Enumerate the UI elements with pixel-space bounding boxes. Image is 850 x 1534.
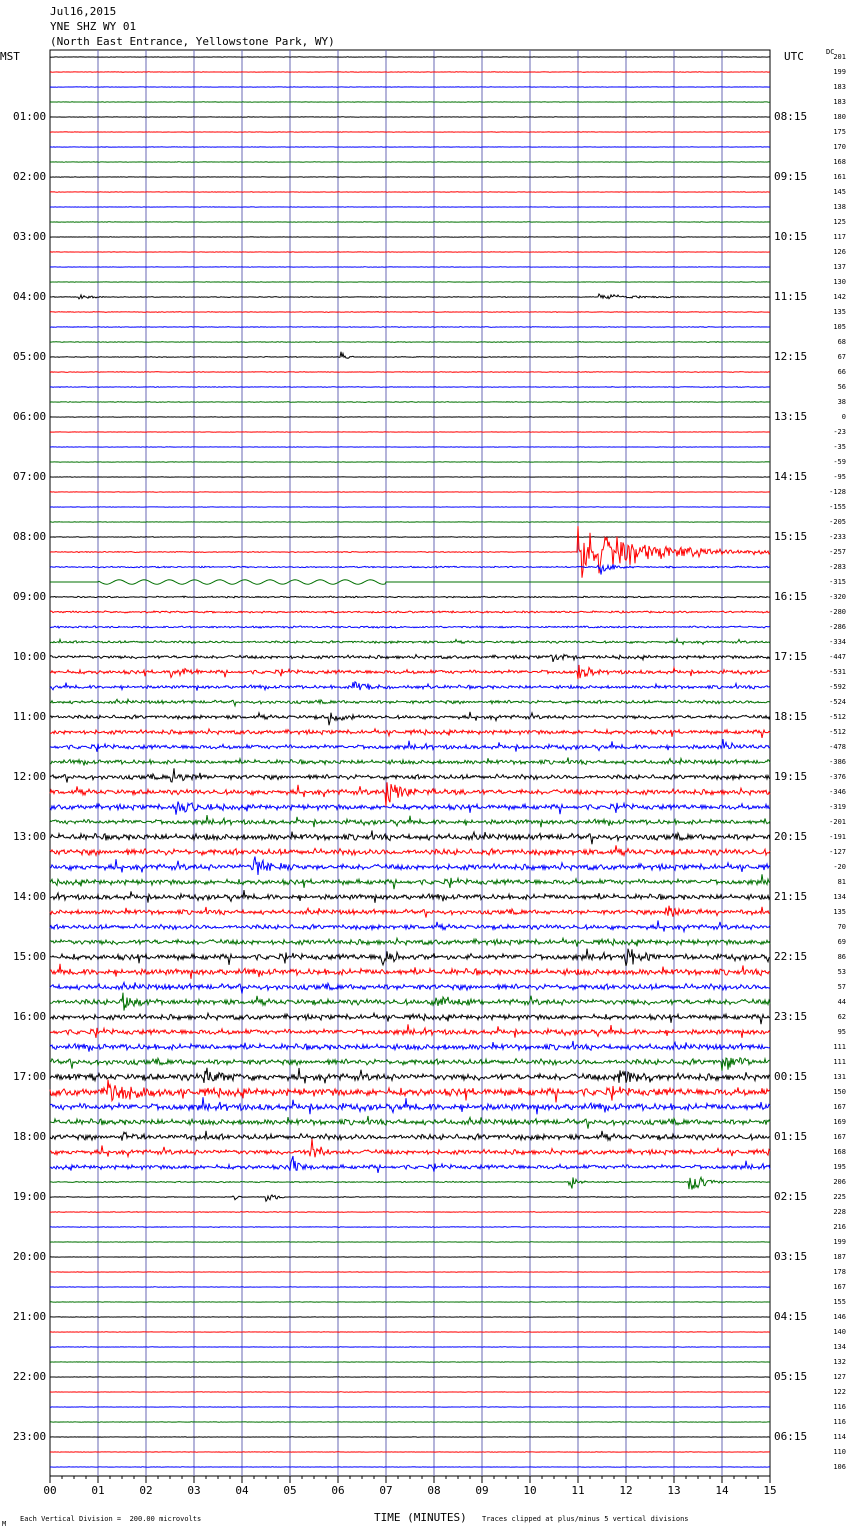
x-tick-label: 04 [235, 1484, 249, 1497]
trace-line [50, 537, 770, 538]
dc-offset-label: -128 [829, 488, 846, 496]
trace-line [50, 1177, 770, 1189]
dc-offset-label: 183 [833, 83, 846, 91]
dc-offset-label: 180 [833, 113, 846, 121]
dc-offset-label: -20 [833, 863, 846, 871]
trace-line [50, 1272, 770, 1273]
trace-line [50, 147, 770, 148]
trace-line [50, 162, 770, 163]
trace-line [50, 1317, 770, 1318]
utc-label: 03:15 [774, 1250, 808, 1263]
x-tick-label: 11 [571, 1484, 585, 1497]
trace-line [50, 402, 770, 403]
utc-label: 21:15 [774, 890, 808, 903]
utc-label: 11:15 [774, 290, 808, 303]
left-axis-title: MST [0, 50, 20, 63]
dc-offset-label: 169 [833, 1118, 846, 1126]
dc-offset-label: 161 [833, 173, 846, 181]
dc-offset-label: -376 [829, 773, 846, 781]
dc-offset-label: -524 [829, 698, 846, 706]
x-tick-label: 03 [187, 1484, 201, 1497]
utc-label: 19:15 [774, 770, 808, 783]
trace-line [50, 1058, 770, 1071]
trace-line [50, 432, 770, 433]
trace-line [50, 252, 770, 253]
mst-label: 21:00 [13, 1310, 47, 1323]
utc-label: 17:15 [774, 650, 808, 663]
dc-offset-label: -512 [829, 713, 846, 721]
utc-label: 13:15 [774, 410, 808, 423]
dc-offset-label: 68 [837, 338, 846, 346]
trace-line [50, 57, 770, 58]
trace-line [50, 1131, 770, 1141]
dc-offset-label: 183 [833, 98, 846, 106]
trace-line [50, 312, 770, 313]
mst-label: 09:00 [13, 590, 47, 603]
dc-offset-label: -280 [829, 608, 846, 616]
clip-note: Traces clipped at plus/minus 5 vertical divisions [482, 1515, 689, 1523]
utc-label: 16:15 [774, 590, 808, 603]
mst-label: 02:00 [13, 170, 47, 183]
dc-offset-label: -447 [829, 653, 846, 661]
dc-offset-label: -320 [829, 593, 846, 601]
utc-label: 06:15 [774, 1430, 808, 1443]
trace-line [50, 938, 770, 946]
dc-title: DC [826, 48, 835, 56]
trace-line [50, 207, 770, 208]
dc-offset-label: -35 [833, 443, 846, 451]
dc-offset-label: 150 [833, 1088, 846, 1096]
mst-label: 18:00 [13, 1130, 47, 1143]
mst-label: 13:00 [13, 830, 47, 843]
utc-label: 01:15 [774, 1130, 808, 1143]
x-axis [43, 1476, 776, 1497]
trace-line [50, 132, 770, 133]
dc-offset-label: 132 [833, 1358, 846, 1366]
mst-label: 17:00 [13, 1070, 47, 1083]
trace-line [50, 1156, 770, 1173]
utc-label: 05:15 [774, 1370, 808, 1383]
dc-offset-label: 175 [833, 128, 846, 136]
utc-label: 12:15 [774, 350, 808, 363]
dc-offset-label: 117 [833, 233, 846, 241]
utc-label: 18:15 [774, 710, 808, 723]
dc-offset-label: 53 [837, 968, 846, 976]
dc-offset-label: -315 [829, 578, 846, 586]
mst-label: 07:00 [13, 470, 47, 483]
mst-label: 19:00 [13, 1190, 47, 1203]
dc-offset-label: -386 [829, 758, 846, 766]
dc-offset-label: 105 [833, 323, 846, 331]
trace-line [50, 768, 770, 782]
mst-label: 15:00 [13, 950, 47, 963]
mst-label: 01:00 [13, 110, 47, 123]
trace-line [50, 845, 770, 855]
trace-line [50, 492, 770, 493]
dc-offset-label: -512 [829, 728, 846, 736]
trace-line [50, 1362, 770, 1363]
dc-offset-label: 130 [833, 278, 846, 286]
dc-offset-label: 106 [833, 1463, 846, 1471]
trace-line [50, 949, 770, 966]
dc-offset-label: 0 [841, 413, 846, 421]
dc-offset-label: 228 [833, 1208, 846, 1216]
utc-label: 22:15 [774, 950, 808, 963]
dc-offset-label: 206 [833, 1178, 846, 1186]
trace-line [50, 1097, 770, 1114]
trace-line [50, 342, 770, 343]
dc-offset-label: 110 [833, 1448, 846, 1456]
trace-line [50, 294, 770, 299]
dc-offset-label: 116 [833, 1418, 846, 1426]
dc-offset-label: 135 [833, 908, 846, 916]
dc-offset-label: 140 [833, 1328, 846, 1336]
mst-label: 11:00 [13, 710, 47, 723]
utc-label: 08:15 [774, 110, 808, 123]
dc-offset-label: 86 [837, 953, 846, 961]
dc-offset-label: 127 [833, 1373, 846, 1381]
x-tick-label: 01 [91, 1484, 105, 1497]
trace-line [50, 1080, 770, 1103]
trace-line [50, 1227, 770, 1228]
dc-offset-label: 135 [833, 308, 846, 316]
trace-line [50, 782, 770, 807]
trace-line [50, 1392, 770, 1393]
trace-line [50, 890, 770, 903]
dc-offset-label: -334 [829, 638, 846, 646]
dc-offset-label: -257 [829, 548, 846, 556]
dc-offset-label: -592 [829, 683, 846, 691]
utc-label: 00:15 [774, 1070, 808, 1083]
plot-date: Jul16,2015 [50, 5, 117, 18]
trace-line [50, 1242, 770, 1243]
trace-line [50, 267, 770, 268]
dc-offset-label: -283 [829, 563, 846, 571]
trace-line [50, 327, 770, 328]
dc-offset-label: 111 [833, 1043, 846, 1051]
dc-offset-label: 125 [833, 218, 846, 226]
trace-line [50, 830, 770, 844]
utc-label: 10:15 [774, 230, 808, 243]
trace-line [50, 102, 770, 103]
trace-line [50, 857, 770, 875]
utc-label: 14:15 [774, 470, 808, 483]
trace-line [50, 1068, 770, 1084]
trace-line [50, 192, 770, 193]
mst-label: 08:00 [13, 530, 47, 543]
dc-offset-label: 155 [833, 1298, 846, 1306]
x-tick-label: 10 [523, 1484, 537, 1497]
trace-line [50, 237, 770, 238]
utc-label: 20:15 [774, 830, 808, 843]
trace-line [50, 906, 770, 918]
utc-label: 09:15 [774, 170, 808, 183]
dc-offset-label: -155 [829, 503, 846, 511]
x-tick-label: 12 [619, 1484, 633, 1497]
dc-offset-label: -319 [829, 803, 846, 811]
trace-line [50, 1195, 770, 1201]
trace-line [50, 1024, 770, 1038]
trace-line [50, 654, 770, 661]
trace-line [50, 222, 770, 223]
trace-line [50, 1287, 770, 1288]
x-tick-label: 08 [427, 1484, 441, 1497]
dc-offset-label: -201 [829, 818, 846, 826]
dc-offset-label: 201 [833, 53, 846, 61]
x-tick-label: 05 [283, 1484, 297, 1497]
dc-offset-label: 62 [837, 1013, 846, 1021]
trace-line [50, 526, 770, 578]
dc-offset-label: 44 [837, 998, 846, 1006]
trace-line [50, 682, 770, 691]
dc-offset-label: -23 [833, 428, 846, 436]
x-tick-label: 15 [763, 1484, 777, 1497]
x-tick-label: 14 [715, 1484, 729, 1497]
dc-offset-label: 138 [833, 203, 846, 211]
dc-offset-label: 170 [833, 143, 846, 151]
trace-line [50, 352, 770, 359]
trace-line [50, 1212, 770, 1213]
dc-offset-label: 70 [837, 923, 846, 931]
station-location: (North East Entrance, Yellowstone Park, WY) [50, 35, 335, 48]
scale-note: Each Vertical Division = 200.00 microvolts [20, 1515, 202, 1523]
trace-line [50, 626, 770, 628]
dc-offset-label: 225 [833, 1193, 846, 1201]
trace-line [50, 1437, 770, 1438]
mst-label: 03:00 [13, 230, 47, 243]
dc-offset-label: 67 [837, 353, 846, 361]
dc-offset-label: 168 [833, 1148, 846, 1156]
dc-offset-label: 122 [833, 1388, 846, 1396]
right-axis-title: UTC [784, 50, 804, 63]
trace-line [50, 522, 770, 523]
dc-offset-label: 216 [833, 1223, 846, 1231]
trace-line [50, 1407, 770, 1408]
mst-label: 12:00 [13, 770, 47, 783]
dc-offset-label: 114 [833, 1433, 846, 1441]
trace-line [50, 372, 770, 373]
trace-line [50, 665, 770, 679]
corner-mark: M [2, 1520, 7, 1528]
dc-offset-label: 187 [833, 1253, 846, 1261]
dc-offset-label: 131 [833, 1073, 846, 1081]
trace-line [50, 1139, 770, 1157]
trace-line [50, 387, 770, 388]
x-tick-label: 13 [667, 1484, 681, 1497]
dc-offset-label: 145 [833, 188, 846, 196]
dc-offset-label: -346 [829, 788, 846, 796]
utc-label: 23:15 [774, 1010, 808, 1023]
dc-offset-label: 134 [833, 893, 846, 901]
x-tick-label: 02 [139, 1484, 153, 1497]
trace-line [50, 1257, 770, 1258]
dc-offset-label: 57 [837, 983, 846, 991]
dc-offset-label: -95 [833, 473, 846, 481]
mst-label: 05:00 [13, 350, 47, 363]
trace-line [50, 282, 770, 283]
trace-line [50, 1452, 770, 1453]
trace-line [50, 920, 770, 931]
trace-line [50, 580, 770, 584]
mst-label: 04:00 [13, 290, 47, 303]
trace-line [50, 72, 770, 73]
trace-line [50, 447, 770, 448]
dc-offset-label: 137 [833, 263, 846, 271]
dc-offset-label: 56 [837, 383, 846, 391]
utc-label: 04:15 [774, 1310, 808, 1323]
dc-offset-label: 168 [833, 158, 846, 166]
trace-line [50, 815, 770, 827]
dc-offset-label: 69 [837, 938, 846, 946]
utc-label: 02:15 [774, 1190, 808, 1203]
utc-label: 15:15 [774, 530, 808, 543]
trace-line [50, 639, 770, 645]
dc-offset-label: 167 [833, 1133, 846, 1141]
mst-label: 14:00 [13, 890, 47, 903]
trace-line [50, 1013, 770, 1024]
mst-label: 06:00 [13, 410, 47, 423]
seismic-traces [50, 57, 770, 1468]
trace-line [50, 462, 770, 463]
trace-line [50, 564, 770, 574]
trace-line [50, 87, 770, 88]
trace-line [50, 1302, 770, 1303]
dc-offset-label: -286 [829, 623, 846, 631]
dc-offset-label: 111 [833, 1058, 846, 1066]
trace-line [50, 177, 770, 178]
trace-line [50, 1422, 770, 1423]
station-code: YNE SHZ WY 01 [50, 20, 137, 33]
x-tick-label: 06 [331, 1484, 345, 1497]
trace-line [50, 982, 770, 993]
dc-offset-label: 81 [837, 878, 846, 886]
trace-line [50, 993, 770, 1011]
dc-offset-label: 116 [833, 1403, 846, 1411]
mst-label: 22:00 [13, 1370, 47, 1383]
mst-label: 10:00 [13, 650, 47, 663]
x-tick-label: 00 [43, 1484, 57, 1497]
dc-offset-label: 199 [833, 68, 846, 76]
trace-line [50, 611, 770, 613]
x-tick-label: 09 [475, 1484, 489, 1497]
trace-line [50, 712, 770, 725]
trace-line [50, 117, 770, 118]
dc-offset-label: 134 [833, 1343, 846, 1351]
trace-line [50, 739, 770, 752]
trace-line [50, 729, 770, 738]
trace-line [50, 964, 770, 979]
dc-offset-label: 199 [833, 1238, 846, 1246]
dc-offset-label: 126 [833, 248, 846, 256]
dc-offset-label: -59 [833, 458, 846, 466]
dc-offset-label: 95 [837, 1028, 846, 1036]
dc-offset-label: -531 [829, 668, 846, 676]
trace-line [50, 1467, 770, 1468]
dc-offset-label: 38 [837, 398, 846, 406]
x-tick-label: 07 [379, 1484, 393, 1497]
trace-line [50, 1116, 770, 1129]
dc-offset-label: -191 [829, 833, 846, 841]
dc-offset-label: 167 [833, 1283, 846, 1291]
trace-line [50, 1377, 770, 1378]
x-axis-label: TIME (MINUTES) [374, 1511, 467, 1524]
trace-line [50, 596, 770, 598]
dc-offset-label: 167 [833, 1103, 846, 1111]
trace-line [50, 757, 770, 765]
trace-line [50, 874, 770, 889]
trace-line [50, 417, 770, 418]
mst-label: 23:00 [13, 1430, 47, 1443]
trace-line [50, 1041, 770, 1052]
mst-label: 20:00 [13, 1250, 47, 1263]
dc-offset-label: 178 [833, 1268, 846, 1276]
dc-offset-label: 146 [833, 1313, 846, 1321]
trace-line [50, 802, 770, 815]
dc-offset-label: 142 [833, 293, 846, 301]
dc-offset-label: -478 [829, 743, 846, 751]
trace-line [50, 507, 770, 508]
dc-offset-label: -205 [829, 518, 846, 526]
trace-line [50, 1347, 770, 1348]
dc-offset-label: 66 [837, 368, 846, 376]
dc-offset-label: 195 [833, 1163, 846, 1171]
mst-label: 16:00 [13, 1010, 47, 1023]
dc-offset-label: -127 [829, 848, 846, 856]
trace-line [50, 699, 770, 706]
trace-line [50, 1332, 770, 1333]
trace-line [50, 477, 770, 478]
dc-offset-label: -233 [829, 533, 846, 541]
